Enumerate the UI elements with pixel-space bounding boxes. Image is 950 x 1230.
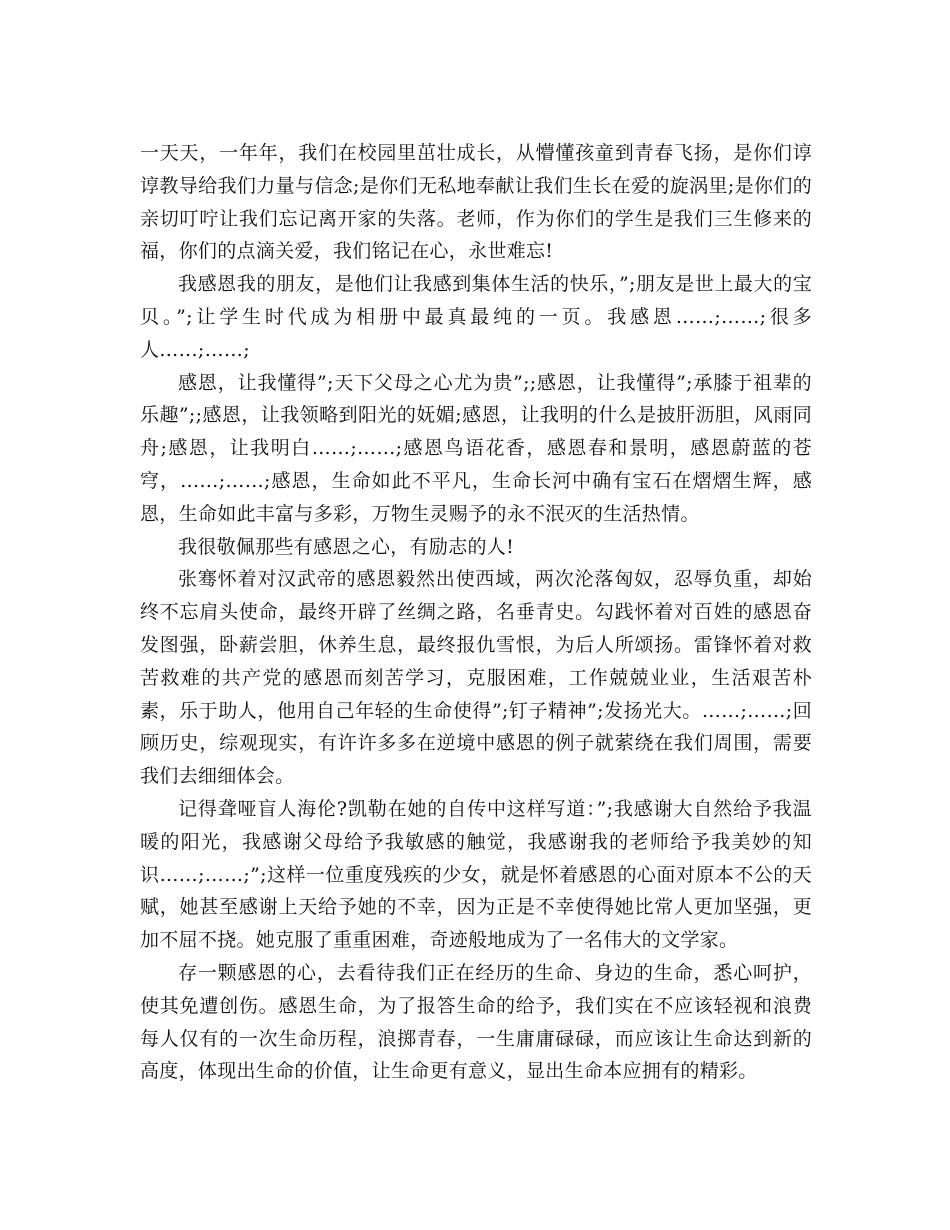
paragraph-teachers: 一天天，一年年，我们在校园里茁壮成长，从懵懂孩童到青春飞扬，是你们谆谆教导给我们力量与信念;是你们无私地奉献让我们生长在爱的旋涡里;是你们的亲切叮咛让我们忘记离开家的失落。老师，作为你们的学生是我们三生修来的福，你们的点滴关爱，我们铭记在心，永世难忘! <box>140 142 812 263</box>
document-body <box>140 137 812 1088</box>
paragraph-life: 存一颗感恩的心，去看待我们正在经历的生命、身边的生命，悉心呵护，使其免遭创伤。感恩生命，为了报答生命的给予，我们实在不应该轻视和浪费每人仅有的一次生命历程，浪掷青春，一生庸庸碌碌，而应该让生命达到新的高度，体现出生命的价值，让生命更有意义，显出生命本应拥有的精彩。 <box>140 961 812 1083</box>
paragraph-friends: 我感恩我的朋友，是他们让我感到集体生活的快乐，”;朋友是世上最大的宝贝。”;让学生时代成为相册中最真最纯的一页。我感恩……;……;很多人……;……; <box>140 273 812 361</box>
paragraph-admiration: 我很敬佩那些有感恩之心，有励志的人! <box>178 535 515 558</box>
paragraph-gratitude: 感恩，让我懂得”;天下父母之心尤为贵”;;感恩，让我懂得”;承膝于祖辈的乐趣”;;感恩，让我领略到阳光的妩媚;感恩，让我明的什么是披肝沥胆，风雨同舟;感恩，让我明白……;……;感恩鸟语花香，感恩春和景明，感恩蔚蓝的苍穹，……;……;感恩，生命如此不平凡，生命长河中确有宝石在熠熠生辉，感恩，生命如此丰富与多彩，万物生灵赐予的永不泯灭的生活热情。 <box>140 371 812 525</box>
paragraph-helen-keller: 记得聋哑盲人海伦?凯勒在她的自传中这样写道：”;我感谢大自然给予我温暖的阳光，我感谢父母给予我敏感的触觉，我感谢我的老师给予我美妙的知识……;……;”;这样一位重度残疾的少女，就是怀着感恩的心面对原本不公的天赋，她甚至感谢上天给予她的不幸，因为正是不幸使得她比常人更加坚强，更加不屈不挠。她克服了重重困难，奇迹般地成为了一名伟大的文学家。 <box>140 797 812 952</box>
paragraph-history: 张骞怀着对汉武帝的感恩毅然出使西域，两次沦落匈奴，忍辱负重，却始终不忘肩头使命，最终开辟了丝绸之路，名垂青史。勾践怀着对百姓的感恩奋发图强，卧薪尝胆，休养生息，最终报仇雪恨，为后人所颂扬。雷锋怀着对救苦救难的共产党的感恩而刻苦学习，克服困难，工作兢兢业业，生活艰苦朴素，乐于助人，他用自己年轻的生命使得”;钉子精神”;发扬光大。……;……;回顾历史，综观现实，有许许多多在逆境中感恩的例子就萦绕在我们周围，需要我们去细细体会。 <box>140 568 812 788</box>
